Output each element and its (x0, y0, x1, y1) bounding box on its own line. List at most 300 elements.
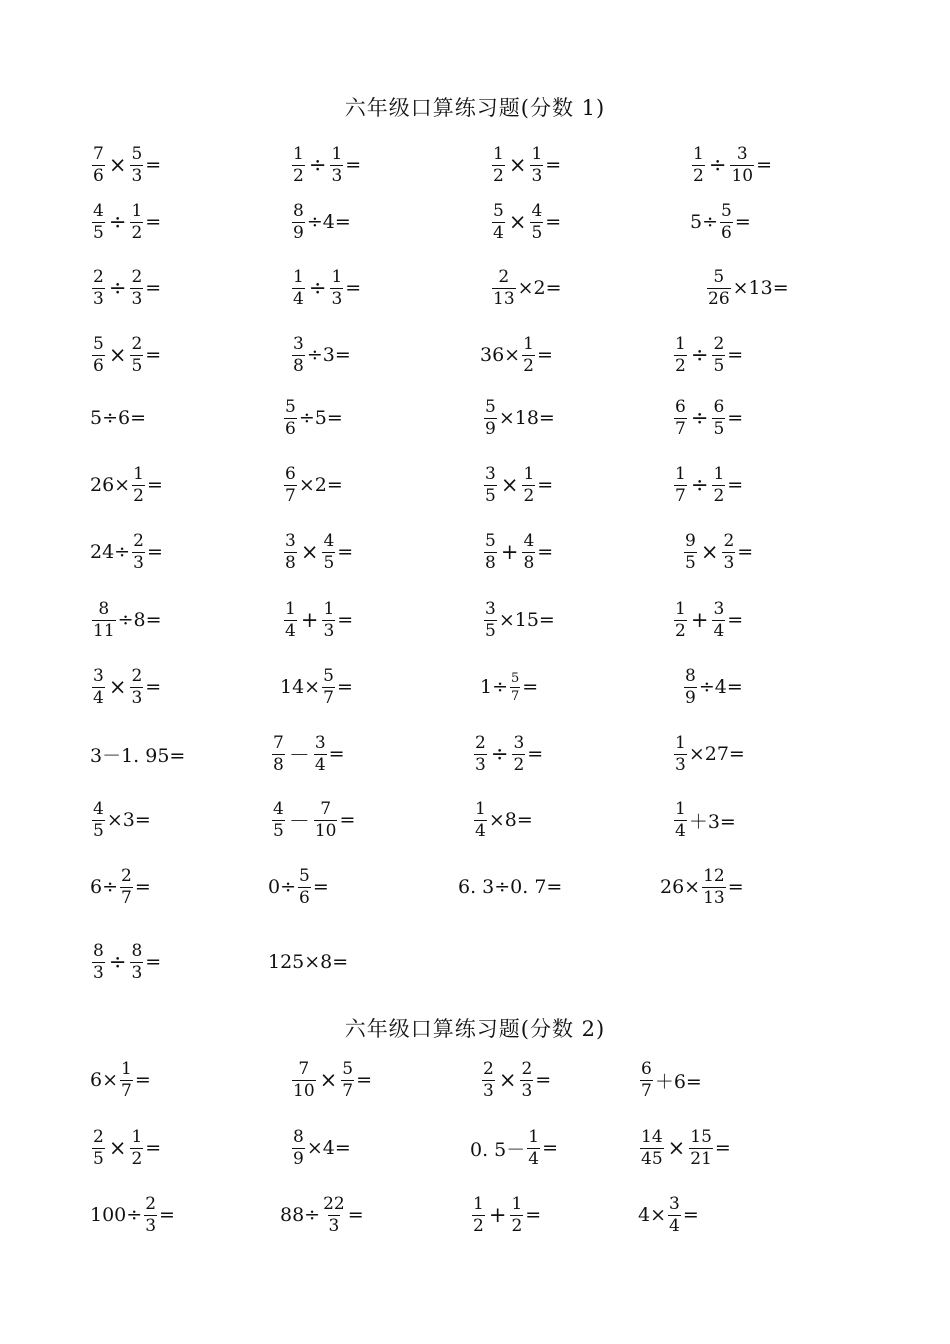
numerator: 2 (131, 266, 143, 287)
denominator: 9 (293, 222, 304, 243)
numerator: 5 (493, 200, 504, 221)
denominator: 3 (675, 754, 686, 775)
fraction (484, 396, 497, 439)
denominator: 3 (475, 754, 486, 775)
expression-text: = (145, 277, 162, 299)
problem (90, 461, 163, 509)
numerator: 1 (675, 798, 686, 819)
fraction (144, 1193, 157, 1236)
numerator: 1 (133, 463, 144, 484)
denominator: 7 (121, 887, 132, 908)
numerator: 22 (323, 1193, 345, 1214)
fraction (330, 143, 343, 186)
fraction (92, 940, 105, 983)
denominator: 21 (690, 1148, 712, 1169)
numerator: 8 (98, 598, 110, 619)
numerator: 5 (511, 670, 520, 686)
expression-text: 6. 3÷0. 7= (458, 876, 563, 898)
numerator: 2 (145, 1193, 157, 1214)
expression-text: = (545, 154, 562, 176)
expression-text: = (537, 541, 554, 563)
denominator: 5 (93, 222, 104, 243)
denominator: 3 (531, 165, 543, 186)
fraction (292, 266, 305, 309)
fraction (474, 798, 487, 841)
fraction (640, 1058, 653, 1101)
expression-text: = (727, 876, 744, 898)
fraction (640, 1126, 664, 1169)
numerator: 3 (93, 665, 104, 686)
fraction (130, 665, 143, 708)
expression-text: ×18= (498, 407, 555, 429)
denominator: 7 (121, 1080, 132, 1101)
problem (268, 863, 329, 911)
numerator: 2 (93, 266, 104, 287)
fraction (527, 1126, 540, 1169)
fraction (674, 333, 687, 376)
fraction (92, 1126, 105, 1169)
fraction (272, 732, 285, 775)
fraction (684, 530, 697, 573)
problem (90, 796, 151, 844)
numerator: 1 (293, 143, 304, 164)
numerator: 6 (675, 396, 686, 417)
denominator: 5 (485, 620, 496, 641)
expression-text: ÷5= (298, 407, 343, 429)
expression-text: = (727, 474, 744, 496)
denominator: 3 (723, 552, 735, 573)
problem (282, 461, 343, 509)
operator: ÷ (490, 742, 509, 766)
numerator: 3 (285, 530, 296, 551)
expression-text: = (145, 211, 162, 233)
problem (482, 461, 553, 509)
fraction (674, 798, 687, 841)
problem (480, 331, 553, 379)
expression-text: = (145, 1137, 162, 1159)
numerator: 1 (493, 143, 504, 164)
denominator: 7 (342, 1080, 354, 1101)
operator: × (508, 210, 527, 234)
expression-text: 6÷ (90, 876, 119, 898)
numerator: 4 (273, 798, 284, 819)
expression-text: ×8= (488, 809, 533, 831)
expression-text: ÷4= (306, 211, 351, 233)
fraction (482, 1058, 495, 1101)
expression-text: ＋3= (688, 810, 736, 833)
denominator: 6 (721, 222, 732, 243)
denominator: 6 (93, 165, 104, 186)
numerator: 6 (713, 396, 725, 417)
denominator: 7 (285, 485, 296, 506)
fraction (92, 143, 105, 186)
numerator: 1 (675, 732, 686, 753)
numerator: 6 (641, 1058, 652, 1079)
problem (672, 796, 736, 844)
numerator: 1 (675, 463, 686, 484)
fraction (692, 143, 705, 186)
fraction (92, 266, 105, 309)
problem (282, 528, 353, 576)
expression-text: 4× (638, 1204, 667, 1226)
fraction (284, 530, 297, 573)
fraction (120, 865, 133, 908)
problem (290, 1124, 351, 1172)
fraction (314, 732, 327, 775)
numerator: 1 (475, 798, 486, 819)
problem (672, 596, 743, 644)
denominator: 3 (131, 687, 143, 708)
problem (90, 1056, 151, 1104)
numerator: 1 (285, 598, 296, 619)
problem (270, 730, 345, 778)
expression-text: 5÷6= (90, 407, 147, 429)
numerator: 1 (675, 333, 686, 354)
problem (90, 863, 151, 911)
numerator: 4 (93, 798, 104, 819)
fraction (530, 200, 543, 243)
problem (672, 730, 745, 778)
expression-text: 125×8= (268, 951, 349, 973)
fraction (92, 798, 105, 841)
expression-text: = (545, 211, 562, 233)
numerator: 1 (331, 266, 343, 287)
problem (470, 1124, 558, 1172)
fraction (522, 333, 535, 376)
expression-text: = (727, 344, 744, 366)
numerator: 3 (485, 463, 496, 484)
expression-text: = (727, 407, 744, 429)
operator: ÷ (108, 210, 127, 234)
denominator: 5 (93, 1148, 104, 1169)
denominator: 2 (293, 165, 304, 186)
expression-text: 24÷ (90, 541, 131, 563)
numerator: 2 (121, 865, 132, 886)
denominator: 3 (131, 288, 143, 309)
numerator: 7 (273, 732, 284, 753)
fraction (674, 463, 687, 506)
fraction (132, 463, 145, 506)
problem (90, 663, 161, 711)
fraction (712, 396, 725, 439)
fraction (284, 598, 297, 641)
numerator: 5 (713, 266, 725, 287)
denominator: 7 (675, 485, 686, 506)
operator: × (300, 540, 319, 564)
denominator: 7 (675, 418, 686, 439)
problem (90, 1191, 175, 1239)
fraction (292, 143, 305, 186)
problem (90, 264, 161, 312)
expression-text: ÷3= (306, 344, 351, 366)
denominator: 2 (513, 754, 525, 775)
fraction (510, 1193, 523, 1236)
expression-text: 26× (90, 474, 131, 496)
denominator: 2 (493, 165, 504, 186)
operator: － (288, 743, 310, 767)
operator: × (108, 675, 127, 699)
expression-text: = (345, 277, 362, 299)
fraction (530, 143, 543, 186)
numerator: 1 (323, 598, 335, 619)
denominator: 8 (293, 355, 304, 376)
numerator: 5 (485, 396, 496, 417)
denominator: 3 (93, 288, 104, 309)
numerator: 15 (690, 1126, 712, 1147)
problem (690, 141, 772, 189)
numerator: 1 (131, 1126, 143, 1147)
numerator: 5 (721, 200, 732, 221)
expression-text: = (542, 1137, 559, 1159)
denominator: 5 (273, 820, 284, 841)
denominator: 3 (131, 962, 143, 983)
expression-text: = (737, 541, 754, 563)
denominator: 4 (285, 620, 296, 641)
expression-text: 36× (480, 344, 521, 366)
numerator: 5 (323, 665, 334, 686)
problem (472, 796, 533, 844)
denominator: 5 (131, 355, 143, 376)
denominator: 2 (131, 1148, 143, 1169)
expression-text: ×3= (106, 809, 151, 831)
fraction (92, 665, 105, 708)
numerator: 5 (342, 1058, 354, 1079)
fraction (322, 598, 335, 641)
expression-text: 14× (280, 676, 321, 698)
fraction (284, 463, 297, 506)
denominator: 3 (331, 165, 343, 186)
problem (638, 1191, 699, 1239)
denominator: 2 (693, 165, 704, 186)
denominator: 2 (713, 485, 725, 506)
expression-text: ×13= (732, 277, 789, 299)
expression-text: = (682, 1204, 699, 1226)
operator: ÷ (308, 276, 327, 300)
expression-text: ÷4= (698, 676, 743, 698)
operator: + (488, 1203, 507, 1227)
denominator: 9 (685, 687, 696, 708)
numerator: 1 (675, 598, 686, 619)
denominator: 3 (131, 165, 143, 186)
problem (290, 198, 351, 246)
expression-text: 6× (90, 1069, 119, 1091)
problem (470, 1191, 541, 1239)
operator: ÷ (108, 950, 127, 974)
expression-text: = (356, 1069, 372, 1091)
expression-text: ×15= (498, 609, 555, 631)
numerator: 1 (511, 1193, 523, 1214)
problem (682, 528, 753, 576)
fraction (92, 200, 105, 243)
fraction (484, 598, 497, 641)
denominator: 2 (675, 620, 686, 641)
denominator: 3 (483, 1080, 494, 1101)
numerator: 2 (723, 530, 735, 551)
denominator: 4 (475, 820, 486, 841)
numerator: 3 (485, 598, 496, 619)
denominator: 6 (285, 418, 296, 439)
fraction (272, 798, 285, 841)
expression-text: = (145, 344, 162, 366)
problem (705, 264, 789, 312)
fraction (472, 1193, 485, 1236)
numerator: 4 (531, 200, 543, 221)
expression-text: ×27= (688, 743, 745, 765)
operator: + (300, 608, 319, 632)
denominator: 11 (93, 620, 115, 641)
expression-text: = (159, 1204, 175, 1226)
denominator: 3 (328, 1215, 340, 1236)
fraction (689, 1126, 713, 1169)
problem (458, 863, 562, 911)
denominator: 8 (523, 552, 535, 573)
problem (638, 1124, 731, 1172)
fraction (512, 732, 525, 775)
expression-text: 26× (660, 876, 701, 898)
expression-text: = (727, 609, 744, 631)
numerator: 12 (703, 865, 725, 886)
fraction (684, 665, 697, 708)
section-1-title: 六年级口算练习题(分数 1) (344, 96, 606, 120)
operator: + (500, 540, 519, 564)
expression-text: = (345, 154, 362, 176)
denominator: 6 (93, 355, 104, 376)
operator: × (108, 1136, 127, 1160)
numerator: 1 (523, 333, 534, 354)
numerator: 1 (531, 143, 543, 164)
numerator: 5 (93, 333, 104, 354)
expression-text: = (337, 541, 354, 563)
fraction (322, 530, 335, 573)
denominator: 26 (708, 288, 730, 309)
fraction (292, 333, 305, 376)
denominator: 3 (145, 1215, 157, 1236)
fraction (668, 1193, 681, 1236)
numerator: 6 (285, 463, 296, 484)
problem (268, 938, 348, 986)
fraction (492, 200, 505, 243)
expression-text: = (145, 154, 162, 176)
numerator: 1 (293, 266, 304, 287)
expression-text: = (347, 1204, 364, 1226)
denominator: 8 (285, 552, 296, 573)
problem (672, 331, 743, 379)
fraction (722, 530, 735, 573)
expression-text: = (134, 1069, 151, 1091)
numerator: 5 (299, 865, 310, 886)
problem (682, 663, 743, 711)
numerator: 8 (93, 940, 104, 961)
problem (90, 1124, 161, 1172)
expression-text: 88÷ (280, 1204, 321, 1226)
denominator: 7 (641, 1080, 652, 1101)
numerator: 1 (693, 143, 704, 164)
operator: × (498, 1068, 517, 1092)
numerator: 3 (314, 732, 326, 753)
operator: × (319, 1068, 338, 1092)
expression-text: = (145, 676, 162, 698)
denominator: 4 (675, 820, 686, 841)
numerator: 2 (498, 266, 510, 287)
problem (90, 730, 185, 778)
numerator: 4 (93, 200, 104, 221)
problem (280, 663, 353, 711)
denominator: 4 (528, 1148, 540, 1169)
numerator: 5 (485, 530, 496, 551)
expression-text: = (522, 676, 539, 698)
fraction (492, 266, 516, 309)
problem (290, 331, 351, 379)
numerator: 1 (528, 1126, 540, 1147)
denominator: 3 (331, 288, 343, 309)
expression-text: = (525, 1204, 542, 1226)
fraction (720, 200, 733, 243)
numerator: 9 (685, 530, 696, 551)
fraction (712, 463, 725, 506)
expression-text: ÷8= (117, 609, 162, 631)
problem (490, 198, 561, 246)
problem (90, 528, 163, 576)
fraction (92, 333, 105, 376)
denominator: 4 (493, 222, 504, 243)
denominator: 13 (703, 887, 725, 908)
denominator: 6 (299, 887, 310, 908)
numerator: 3 (736, 143, 748, 164)
denominator: 2 (675, 355, 686, 376)
numerator: 5 (285, 396, 296, 417)
operator: × (508, 153, 527, 177)
operator: ÷ (690, 343, 709, 367)
denominator: 3 (521, 1080, 533, 1101)
denominator: 13 (493, 288, 515, 309)
fraction (298, 865, 311, 908)
numerator: 1 (523, 463, 535, 484)
numerator: 1 (121, 1058, 132, 1079)
fraction (292, 1126, 305, 1169)
denominator: 7 (323, 687, 334, 708)
denominator: 10 (293, 1080, 315, 1101)
denominator: 5 (323, 552, 335, 573)
numerator: 2 (133, 530, 144, 551)
expression-text: 0. 5－ (470, 1138, 526, 1161)
denominator: 2 (133, 485, 144, 506)
fraction (522, 530, 535, 573)
fraction (474, 732, 487, 775)
denominator: 2 (523, 355, 534, 376)
expression-text: = (134, 876, 151, 898)
numerator: 2 (131, 333, 143, 354)
operator: × (108, 343, 127, 367)
problem (290, 141, 361, 189)
expression-text: = (536, 344, 553, 366)
denominator: 5 (713, 418, 725, 439)
numerator: 8 (293, 200, 304, 221)
denominator: 8 (273, 754, 284, 775)
problem (90, 198, 161, 246)
operator: ÷ (108, 276, 127, 300)
problem (282, 596, 353, 644)
problem (480, 1056, 551, 1104)
numerator: 14 (641, 1126, 663, 1147)
expression-text: 1÷ (480, 676, 509, 698)
problem (480, 663, 538, 711)
numerator: 4 (523, 530, 535, 551)
problem (90, 394, 146, 442)
fraction (712, 333, 725, 376)
denominator: 45 (641, 1148, 663, 1169)
expression-text: ×2= (517, 277, 562, 299)
fraction (712, 598, 725, 641)
